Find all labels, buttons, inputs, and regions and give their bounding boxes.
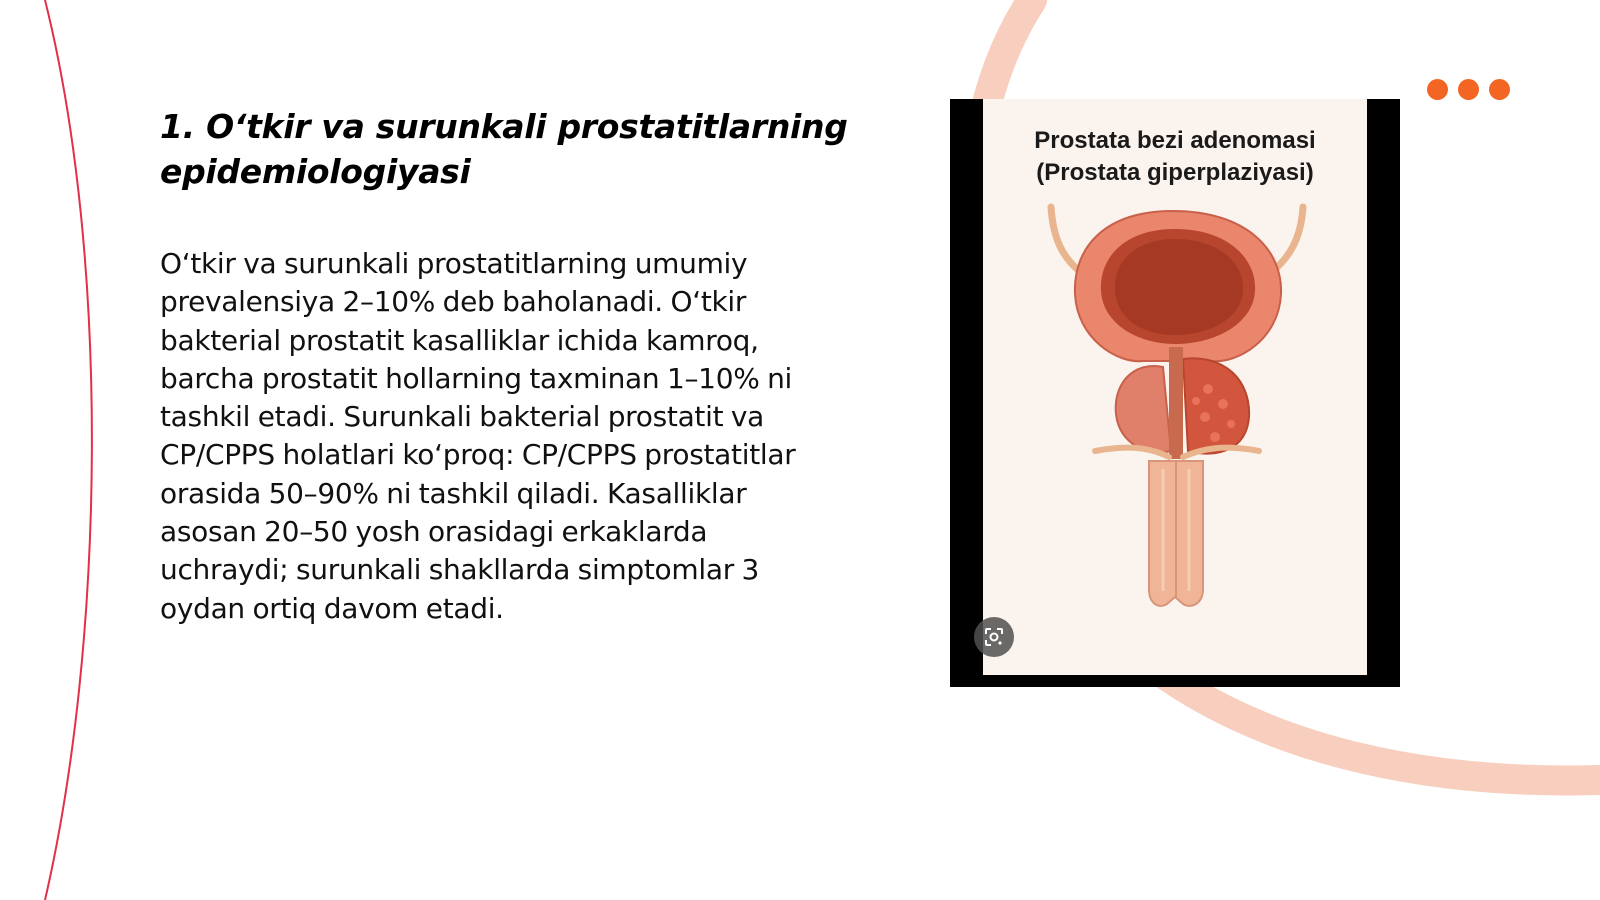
dot-icon [1458, 79, 1479, 100]
lens-glyph-icon [983, 626, 1005, 648]
slide-title: 1. O‘tkir va surunkali prostatitlarning epidemiologiyasi [160, 107, 848, 191]
decorative-dots [1427, 79, 1510, 100]
image-caption-line2: (Prostata giperplaziyasi) [1036, 159, 1314, 186]
slide-body-text: O‘tkir va surunkali prostatitlarning umumiy prevalensiya 2–10% deb baholanadi. O‘tkir bakterial prostatit kasalliklar ichida kamroq, barcha prostatit hollarning taxminan 1–10% ni tashkil etadi. Surunkali bakterial prostatit va CP/CPPS holatlari ko‘proq: CP/CPPS prostatitlar orasida 50–90% ni tashkil qiladi. Kasalliklar asosan 20–50 yosh orasidagi erkaklarda uchraydi; surunkali shakllarda simptomlar 3 oydan ortiq davom etadi. [160, 247, 796, 625]
prostate-image[interactable] [950, 99, 1400, 687]
visual-search-icon[interactable] [974, 617, 1014, 657]
dot-icon [1489, 79, 1510, 100]
image-caption [983, 125, 1367, 189]
left-curve-line [45, 0, 92, 900]
image-caption-line1: Prostata bezi adenomasi [1034, 127, 1316, 154]
image-canvas [983, 99, 1367, 675]
dot-icon [1427, 79, 1448, 100]
